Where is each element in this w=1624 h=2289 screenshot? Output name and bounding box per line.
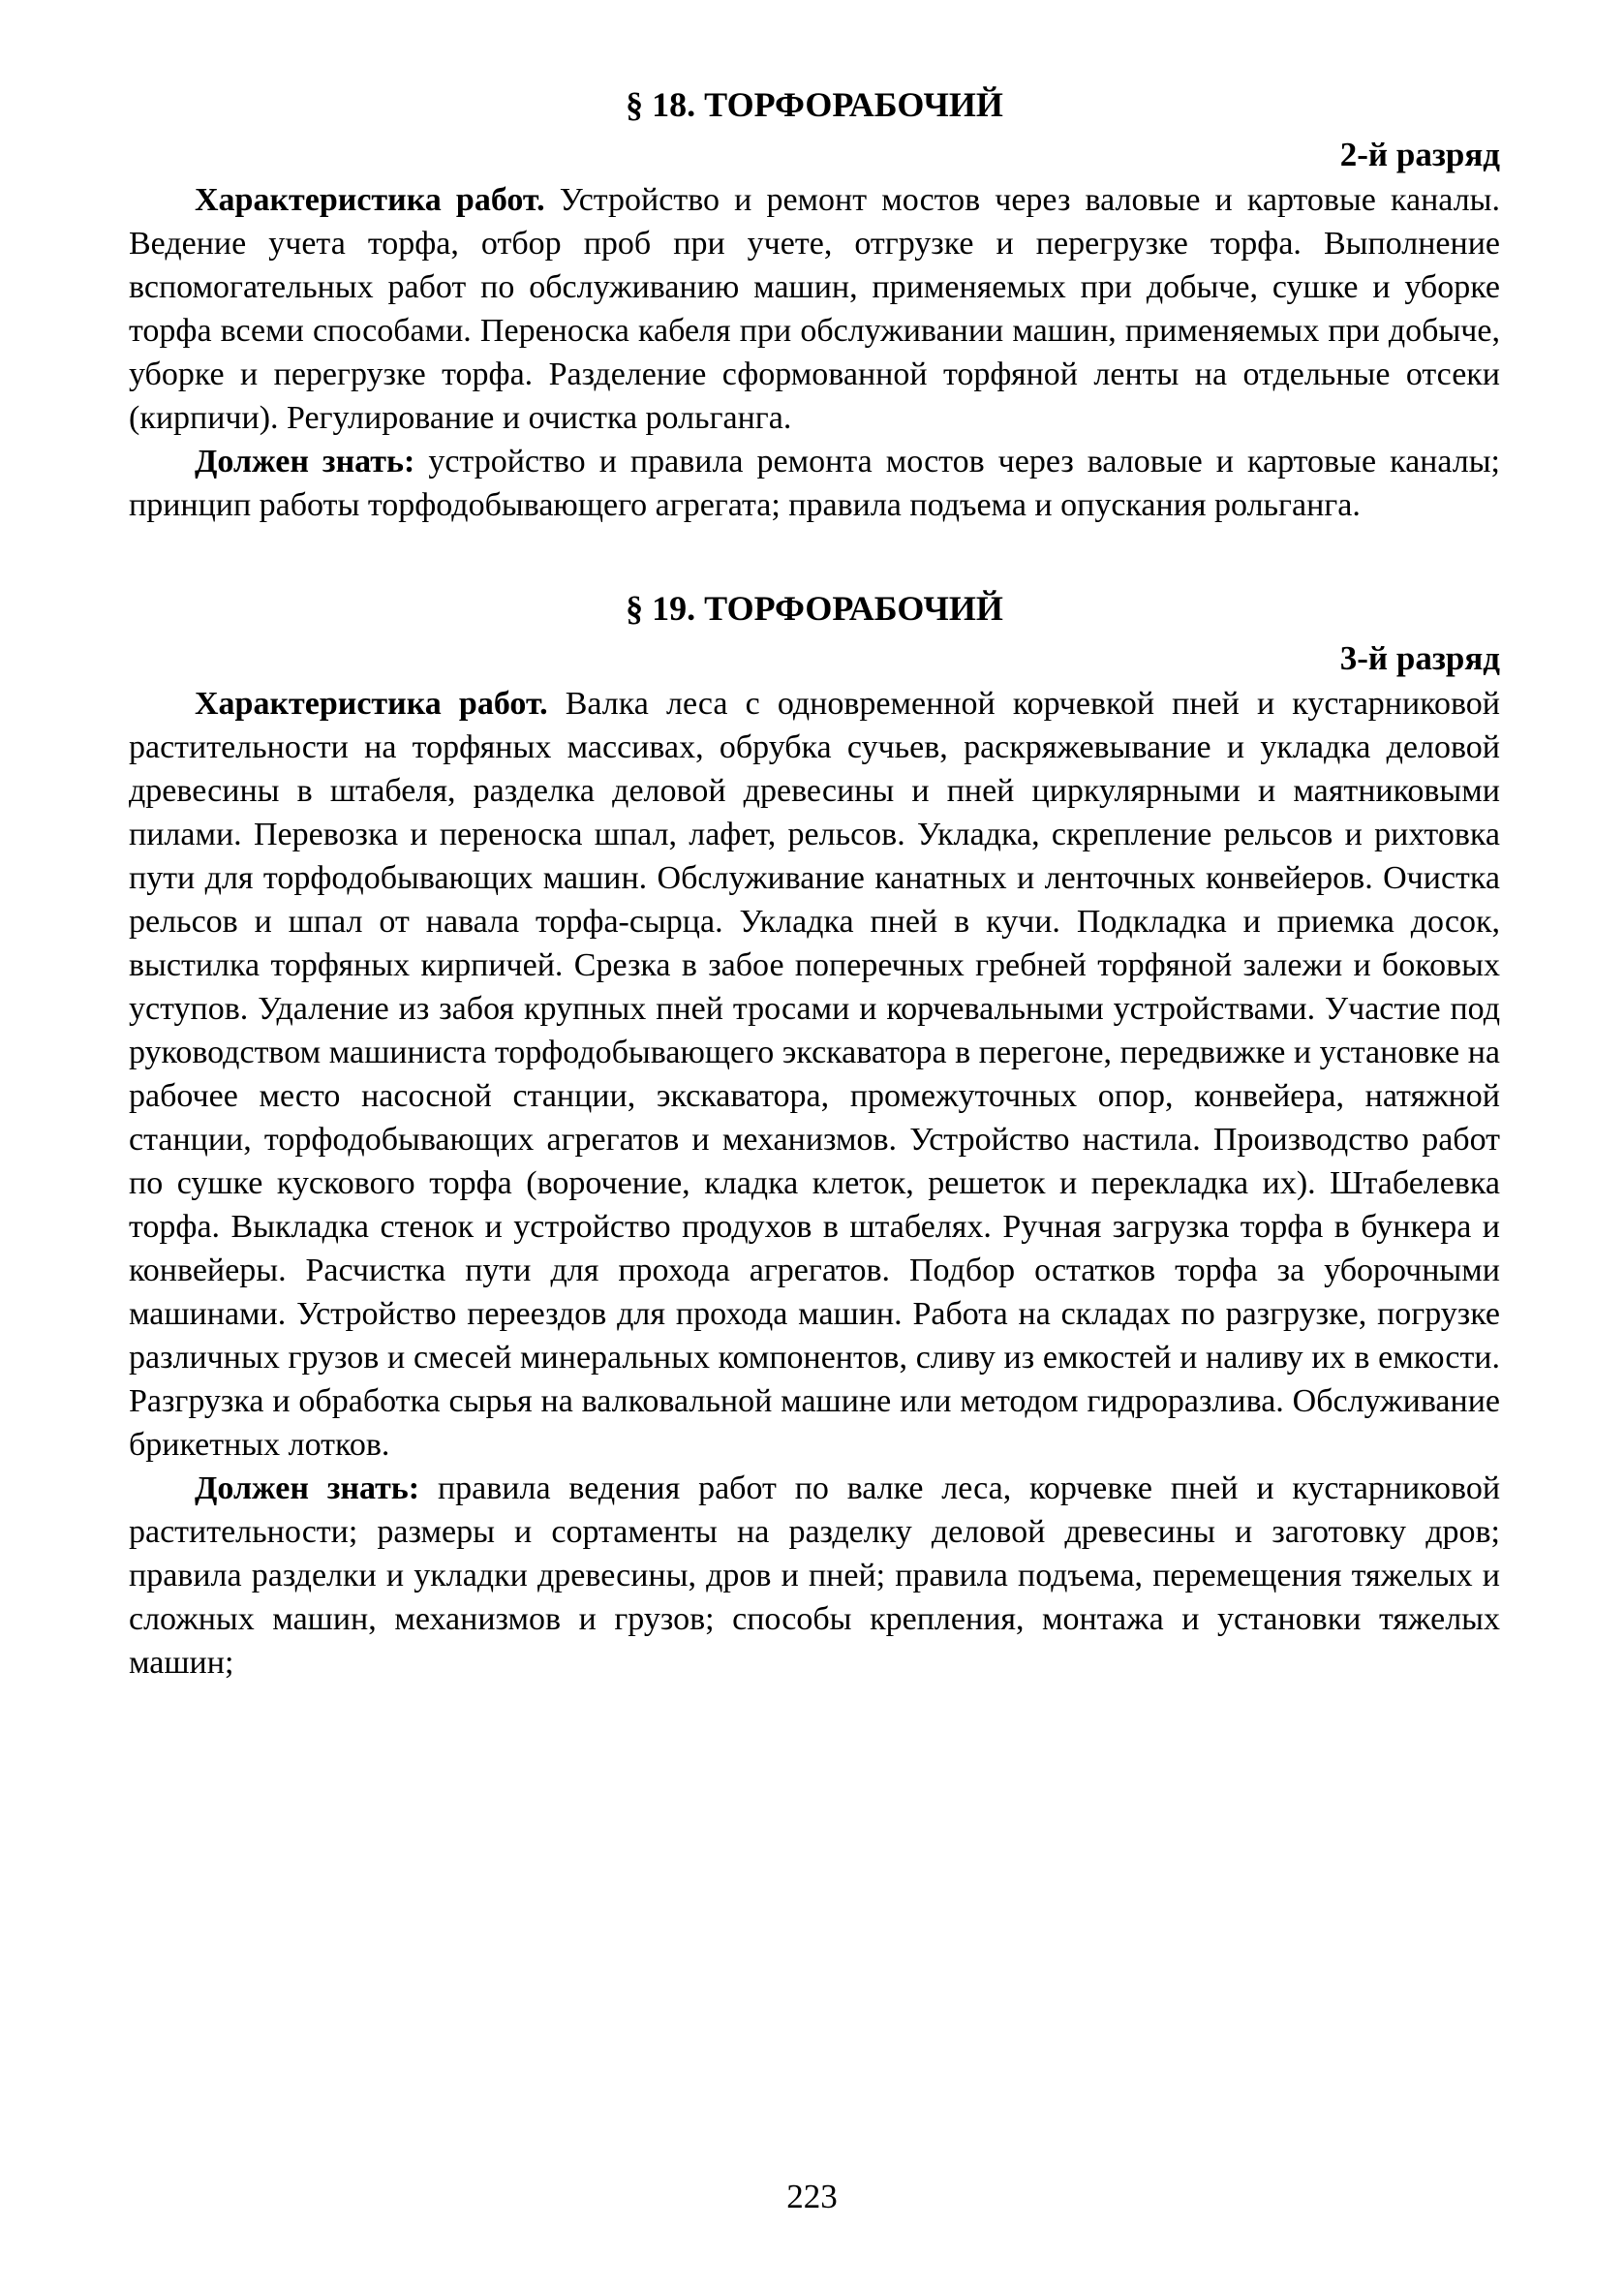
section-18-must-know-paragraph <box>129 440 1500 527</box>
section-18 <box>129 83 1500 527</box>
section-18-characteristics-paragraph <box>129 178 1500 440</box>
section-18-grade: 2-й разряд <box>1339 136 1500 173</box>
must-know-text: правила ведения работ по валке леса, корчевке пней и кустарниковой растительности; размеры и сортаменты на разделку деловой древесины и заготовку дров; правила разделки и укладки древесины, дров и пней; правила подъема, перемещения тяжелых и сложных машин, механизмов и грузов; способы крепления, монтажа и установки тяжелых машин; <box>129 1470 1501 1681</box>
characteristics-lead: Характеристика работ. <box>195 686 548 722</box>
section-19-must-know-paragraph <box>129 1467 1500 1685</box>
characteristics-lead: Характеристика работ. <box>195 182 545 218</box>
must-know-text: устройство и правила ремонта мостов через валовые и картовые каналы; принцип работы торфодобывающего агрегата; правила подъема и опускания рольганга. <box>129 444 1501 523</box>
must-know-lead: Должен знать: <box>195 1470 420 1506</box>
section-19 <box>129 587 1500 1685</box>
must-know-lead: Должен знать: <box>195 444 415 479</box>
section-18-heading: § 18. ТОРФОРАБОЧИЙ <box>626 85 1003 124</box>
text-block <box>129 83 1500 1685</box>
page-number: 223 <box>786 2178 838 2215</box>
characteristics-text: Устройство и ремонт мостов через валовые и картовые каналы. Ведение учета торфа, отбор проб при учете, отгрузке и перегрузке торфа. Выполнение вспомогательных работ по обслуживанию машин, применяемых при добыче, сушке и уборке торфа всеми способами. Переноска кабеля при обслуживании машин, применяемых при добыче, уборке и перегрузке торфа. Разделение сформованной торфяной ленты на отдельные отсеки (кирпичи). Регулирование и очистка рольганга. <box>129 182 1501 436</box>
section-19-grade: 3-й разряд <box>1339 639 1500 677</box>
section-19-characteristics-paragraph <box>129 682 1500 1467</box>
characteristics-text: Валка леса с одновременной корчевкой пней и кустарниковой растительности на торфяных массивах, обрубка сучьев, раскряжевывание и укладка деловой древесины в штабеля, разделка деловой древесины и пней циркулярными и маятниковыми пилами. Перевозка и переноска шпал, лафет, рельсов. Укладка, скрепление рельсов и рихтовка пути для торфодобывающих машин. Обслуживание канатных и ленточных конвейеров. Очистка рельсов и шпал от навала торфа-сырца. Укладка пней в кучи. Подкладка и приемка досок, выстилка торфяных кирпичей. Срезка в забое поперечных гребней торфяной залежи и боковых уступов. Удаление из забоя крупных пней тросами и корчевальными устройствами. Участие под руководством машиниста торфодобывающего экскаватора в перегоне, передвижке и установке на рабочее место насосной станции, экскаватора, промежуточных опор, конвейера, натяжной станции, торфодобывающих агрегатов и механизмов. Устройство настила. Производство работ по сушке кускового торфа (ворочение, кладка клеток, решеток и перекладка их). Штабелевка торфа. Выкладка стенок и устройство продухов в штабелях. Ручная загрузка торфа в бункера и конвейеры. Расчистка пути для прохода агрегатов. Подбор остатков торфа за уборочными машинами. Устройство переездов для прохода машин. Работа на складах по разгрузке, погрузке различных грузов и смесей минеральных компонентов, сливу из емкостей и наливу их в емкости. Разгрузка и обработка сырья на валковальной машине или методом гидроразлива. Обслуживание брикетных лотков. <box>129 686 1500 1463</box>
section-19-heading: § 19. ТОРФОРАБОЧИЙ <box>626 589 1003 628</box>
